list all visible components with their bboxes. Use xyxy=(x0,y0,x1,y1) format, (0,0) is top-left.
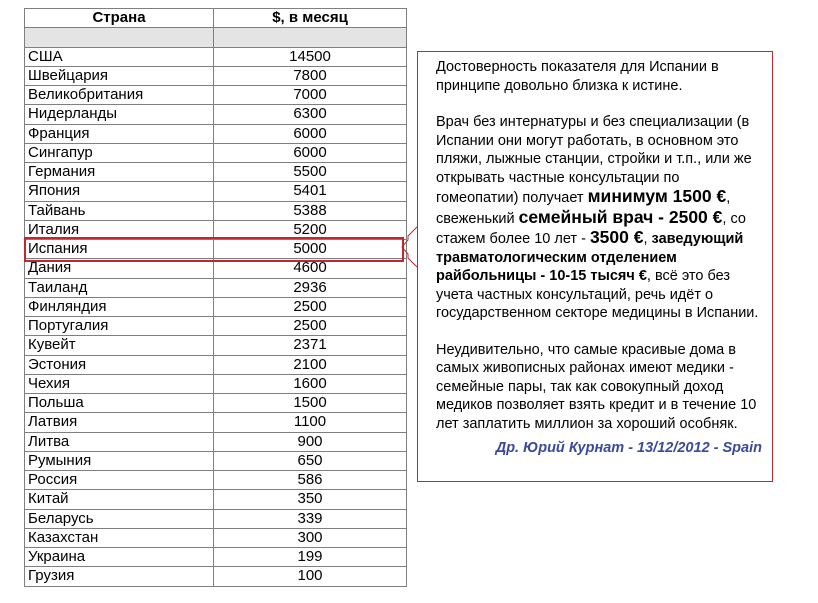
table-row xyxy=(25,355,407,374)
amount-cell: 2100 xyxy=(214,355,407,374)
amount-cell: 5200 xyxy=(214,220,407,239)
table-row xyxy=(25,182,407,201)
table-row xyxy=(25,394,407,413)
min-salary: минимум 1500 € xyxy=(587,186,727,206)
note-paragraph-3: Неудивительно, что самые красивые дома в самых живописных районах имеют медики - семейные пары, так как совокупный доход медиков позволяет взять кредит и в течение 10 лет заплатить миллион за хороший особняк. xyxy=(436,341,757,432)
country-cell: Великобритания xyxy=(25,86,214,105)
country-cell: Дания xyxy=(25,259,214,278)
table-row xyxy=(25,143,407,162)
amount-cell: 2500 xyxy=(214,297,407,316)
country-cell: Германия xyxy=(25,163,214,182)
amount-cell: 6000 xyxy=(214,124,407,143)
amount-cell: 2500 xyxy=(214,317,407,336)
amount-cell: 339 xyxy=(214,509,407,528)
table-header-row xyxy=(25,9,407,28)
country-cell: Латвия xyxy=(25,413,214,432)
table-row xyxy=(25,163,407,182)
table-row xyxy=(25,297,407,316)
country-cell: Россия xyxy=(25,471,214,490)
amount-cell: 199 xyxy=(214,548,407,567)
table-row xyxy=(25,374,407,393)
amount-cell: 350 xyxy=(214,490,407,509)
table-row xyxy=(25,490,407,509)
country-cell: Польша xyxy=(25,394,214,413)
family-doctor-salary: семейный врач - 2500 € xyxy=(518,206,723,227)
country-cell: Украина xyxy=(25,548,214,567)
country-cell: Грузия xyxy=(25,567,214,586)
table-row xyxy=(25,336,407,355)
commentary-box xyxy=(417,51,773,482)
country-cell: Нидерланды xyxy=(25,105,214,124)
country-cell: Кувейт xyxy=(25,336,214,355)
country-cell: Литва xyxy=(25,432,214,451)
table-row xyxy=(25,66,407,85)
table-row xyxy=(25,567,407,586)
signature: Др. Юрий Курнат - 13/12/2012 - Spain xyxy=(495,440,762,456)
amount-cell: 2371 xyxy=(214,336,407,355)
note-paragraph-2: Врач без интернатуры и без специализации (в Испании они могут работать, в основном это пляжи, лыжные станции, стройки и т.п., или же открывать частные консультации по гомеопатии) получает минимум 1500 €, свеженький семейный врач - 2500 €, со стажем более 10 лет - 3500 €, заведующий травматологическим отделением райбольницы - 10-15 тысяч €, всё это без учета частных консультаций, речь идёт о государственном секторе медицины в Испании. xyxy=(436,114,759,321)
table-row xyxy=(25,451,407,470)
amount-cell: 7800 xyxy=(214,66,407,85)
country-cell: Таиланд xyxy=(25,278,214,297)
table-row xyxy=(25,201,407,220)
table-row xyxy=(25,471,407,490)
amount-cell: 100 xyxy=(214,567,407,586)
table-row xyxy=(25,509,407,528)
amount-cell: 1500 xyxy=(214,394,407,413)
amount-cell: 4600 xyxy=(214,259,407,278)
amount-cell: 300 xyxy=(214,528,407,547)
table-blank-row xyxy=(25,28,407,47)
header-amount: $, в месяц xyxy=(214,9,407,28)
country-cell: Казахстан xyxy=(25,528,214,547)
header-country: Страна xyxy=(25,9,214,28)
country-cell: Сингапур xyxy=(25,143,214,162)
country-cell: Япония xyxy=(25,182,214,201)
country-cell: Швейцария xyxy=(25,66,214,85)
country-cell: Франция xyxy=(25,124,214,143)
table-row xyxy=(25,278,407,297)
amount-cell: 900 xyxy=(214,432,407,451)
head-of-department-salary: заведующий травматологическим отделением райбольницы - 10-15 тысяч € xyxy=(436,231,744,284)
table-row xyxy=(25,105,407,124)
table-row xyxy=(25,317,407,336)
table-row xyxy=(25,86,407,105)
amount-cell: 650 xyxy=(214,451,407,470)
amount-cell: 14500 xyxy=(214,47,407,66)
table-row xyxy=(25,432,407,451)
amount-cell: 2936 xyxy=(214,278,407,297)
amount-cell: 1100 xyxy=(214,413,407,432)
amount-cell: 1600 xyxy=(214,374,407,393)
experienced-salary: 3500 € xyxy=(589,227,644,247)
country-cell: Португалия xyxy=(25,317,214,336)
table-row xyxy=(25,47,407,66)
spain-highlight-box xyxy=(24,237,404,262)
country-cell: Эстония xyxy=(25,355,214,374)
table-row xyxy=(25,528,407,547)
amount-cell: 6300 xyxy=(214,105,407,124)
amount-cell: 5401 xyxy=(214,182,407,201)
country-cell: Италия xyxy=(25,220,214,239)
table-row xyxy=(25,124,407,143)
amount-cell: 5500 xyxy=(214,163,407,182)
table-body xyxy=(25,28,407,586)
note-paragraph-1: Достоверность показателя для Испании в принципе довольно близка к истине. xyxy=(436,59,719,94)
table-row xyxy=(25,413,407,432)
country-cell: Китай xyxy=(25,490,214,509)
country-cell: США xyxy=(25,47,214,66)
country-cell: Беларусь xyxy=(25,509,214,528)
salary-table xyxy=(24,8,407,587)
amount-cell: 586 xyxy=(214,471,407,490)
amount-cell: 5388 xyxy=(214,201,407,220)
country-cell: Чехия xyxy=(25,374,214,393)
amount-cell: 5000 xyxy=(214,240,407,259)
amount-cell: 7000 xyxy=(214,86,407,105)
country-cell: Испания xyxy=(25,240,214,259)
amount-cell: 6000 xyxy=(214,143,407,162)
table-row xyxy=(25,548,407,567)
country-cell: Финляндия xyxy=(25,297,214,316)
country-cell: Тайвань xyxy=(25,201,214,220)
country-cell: Румыния xyxy=(25,451,214,470)
